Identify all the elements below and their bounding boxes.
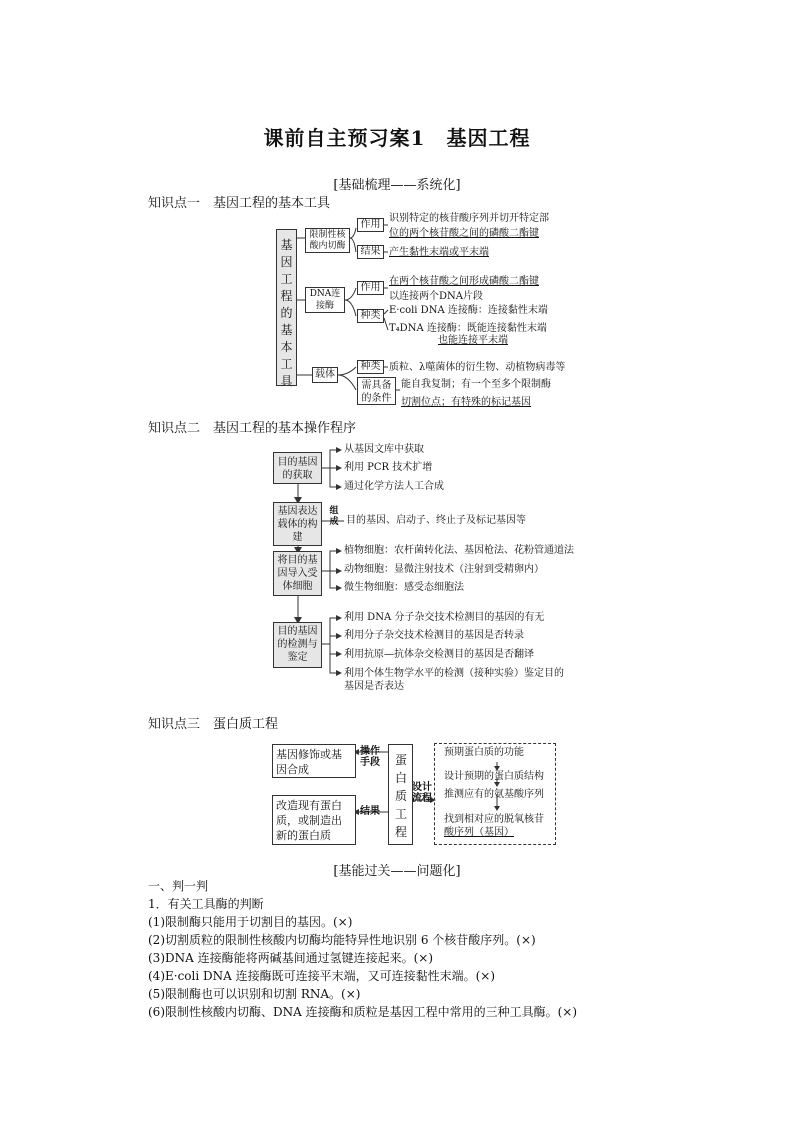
result-tag: 结果 [360, 806, 380, 817]
step1-item-3: 通过化学方法人工合成 [344, 481, 444, 492]
step3-item-1: 植物细胞：农杆菌转化法、基因枪法、花粉管通道法 [344, 545, 574, 556]
tools-root-box: 基因工程的基本工具 [276, 229, 297, 386]
enzyme-result: 产生黏性末端或平末端 [389, 247, 489, 258]
kp2-heading: 知识点二 基因工程的基本操作程序 [148, 421, 357, 436]
ligase-ecoli: E·coli DNA 连接酶：连接黏性末端 [389, 305, 548, 316]
vector-types: 质粒、λ噬菌体的衍生物、动植物病毒等 [389, 362, 566, 373]
ligase-role-2: 以连接两个DNA片段 [389, 291, 483, 302]
step2-box: 基因表达载体的构建 [273, 502, 322, 546]
flow-step-5: 酸序列（基因） [444, 827, 514, 838]
enzyme-role-2: 位的两个核苷酸之间的磷酸二酯键 [389, 228, 539, 239]
judge-item-5: (5)限制酶也可以识别和切割 RNA。(×) [148, 987, 361, 1001]
vector-condition-tag: 需具备的条件 [357, 377, 396, 405]
vector-cond-2: 切割位点；有特殊的标记基因 [401, 397, 531, 408]
step1-item-1: 从基因文库中获取 [344, 444, 424, 455]
step3-item-3: 微生物细胞：感受态细胞法 [344, 582, 464, 593]
step1-box: 目的基因的获取 [273, 452, 322, 484]
judge-item-6: (6)限制性核酸内切酶、DNA 连接酶和质粒是基因工程中常用的三种工具酶。(×) [148, 1005, 578, 1019]
protein-left-top-box: 基因修饰或基因合成 [272, 744, 356, 778]
section-basic: [基础梳理——系统化] [333, 178, 461, 193]
step4-item-3: 利用抗原—抗体杂交检测目的基因是否翻译 [344, 649, 534, 660]
step4-item-4: 利用个体生物学水平的检测（接种实验）鉴定目的 [344, 668, 564, 679]
judge-subheading: 1．有关工具酶的判断 [148, 897, 264, 911]
step4-box: 目的基因的检测与鉴定 [273, 622, 322, 668]
step3-box: 将目的基因导入受体细胞 [273, 551, 322, 596]
step1-item-2: 利用 PCR 技术扩增 [344, 462, 433, 473]
ligase-t4-b: 也能连接平末端 [438, 335, 508, 346]
restriction-enzyme-box: 限制性核酸内切酶 [305, 228, 350, 253]
enzyme-role-1: 识别特定的核苷酸序列并切开特定部 [389, 213, 549, 224]
vector-box: 载体 [312, 367, 338, 383]
vector-type-tag: 种类 [357, 360, 384, 374]
judge-item-3: (3)DNA 连接酶能将两碱基间通过氢键连接起来。(×) [148, 951, 434, 965]
page-title: 课前自主预习案1 基因工程 [263, 126, 531, 150]
flow-step-2: 设计预期的蛋白质结构 [444, 771, 544, 782]
step4-item-2: 利用分子杂交技术检测目的基因是否转录 [344, 630, 524, 641]
step2-tag: 组成 [329, 506, 339, 527]
enzyme-role-tag: 作用 [357, 218, 384, 232]
judge-item-4: (4)E·coli DNA 连接酶既可连接平末端，又可连接黏性末端。(×) [148, 969, 496, 983]
protein-left-bottom-box: 改造现有蛋白质，或制造出新的蛋白质 [272, 795, 356, 845]
judge-item-1: (1)限制酶只能用于切割目的基因。(×) [148, 915, 353, 929]
step2-item: 目的基因、启动子、终止子及标记基因等 [346, 515, 526, 526]
vector-cond-1: 能自我复制；有一个至多个限制酶 [401, 379, 551, 390]
operation-tag: 操作手段 [360, 746, 380, 768]
flow-step-4: 找到相对应的脱氧核苷 [444, 814, 544, 825]
kp3-heading: 知识点三 蛋白质工程 [148, 717, 279, 732]
step4-item-1: 利用 DNA 分子杂交技术检测目的基因的有无 [344, 612, 545, 623]
design-flow-tag: 设计流程 [412, 782, 432, 804]
judge-heading: 一、判一判 [148, 879, 209, 893]
kp1-heading: 知识点一 基因工程的基本工具 [148, 196, 331, 211]
protein-engineering-box: 蛋白质工程 [388, 744, 413, 845]
step3-item-2: 动物细胞：显微注射技术（注射到受精卵内） [344, 564, 544, 575]
ligase-role-tag: 作用 [357, 281, 384, 295]
ligase-type-tag: 种类 [357, 309, 384, 323]
ligase-t4-a: T₄DNA 连接酶：既能连接黏性末端 [389, 323, 547, 334]
judge-item-2: (2)切割质粒的限制性核酸内切酶均能特异性地识别 6 个核苷酸序列。(×) [148, 933, 536, 947]
section-skill: [基能过关——问题化] [333, 864, 461, 879]
step4-item-5: 基因是否表达 [344, 681, 404, 692]
enzyme-result-tag: 结果 [357, 245, 384, 259]
flow-step-3: 推测应有的氨基酸序列 [444, 789, 544, 800]
dna-ligase-box: DNA连接酶 [305, 287, 345, 313]
ligase-role-1: 在两个核苷酸之间形成磷酸二酯键 [389, 276, 539, 287]
flow-step-1: 预期蛋白质的功能 [444, 747, 524, 758]
